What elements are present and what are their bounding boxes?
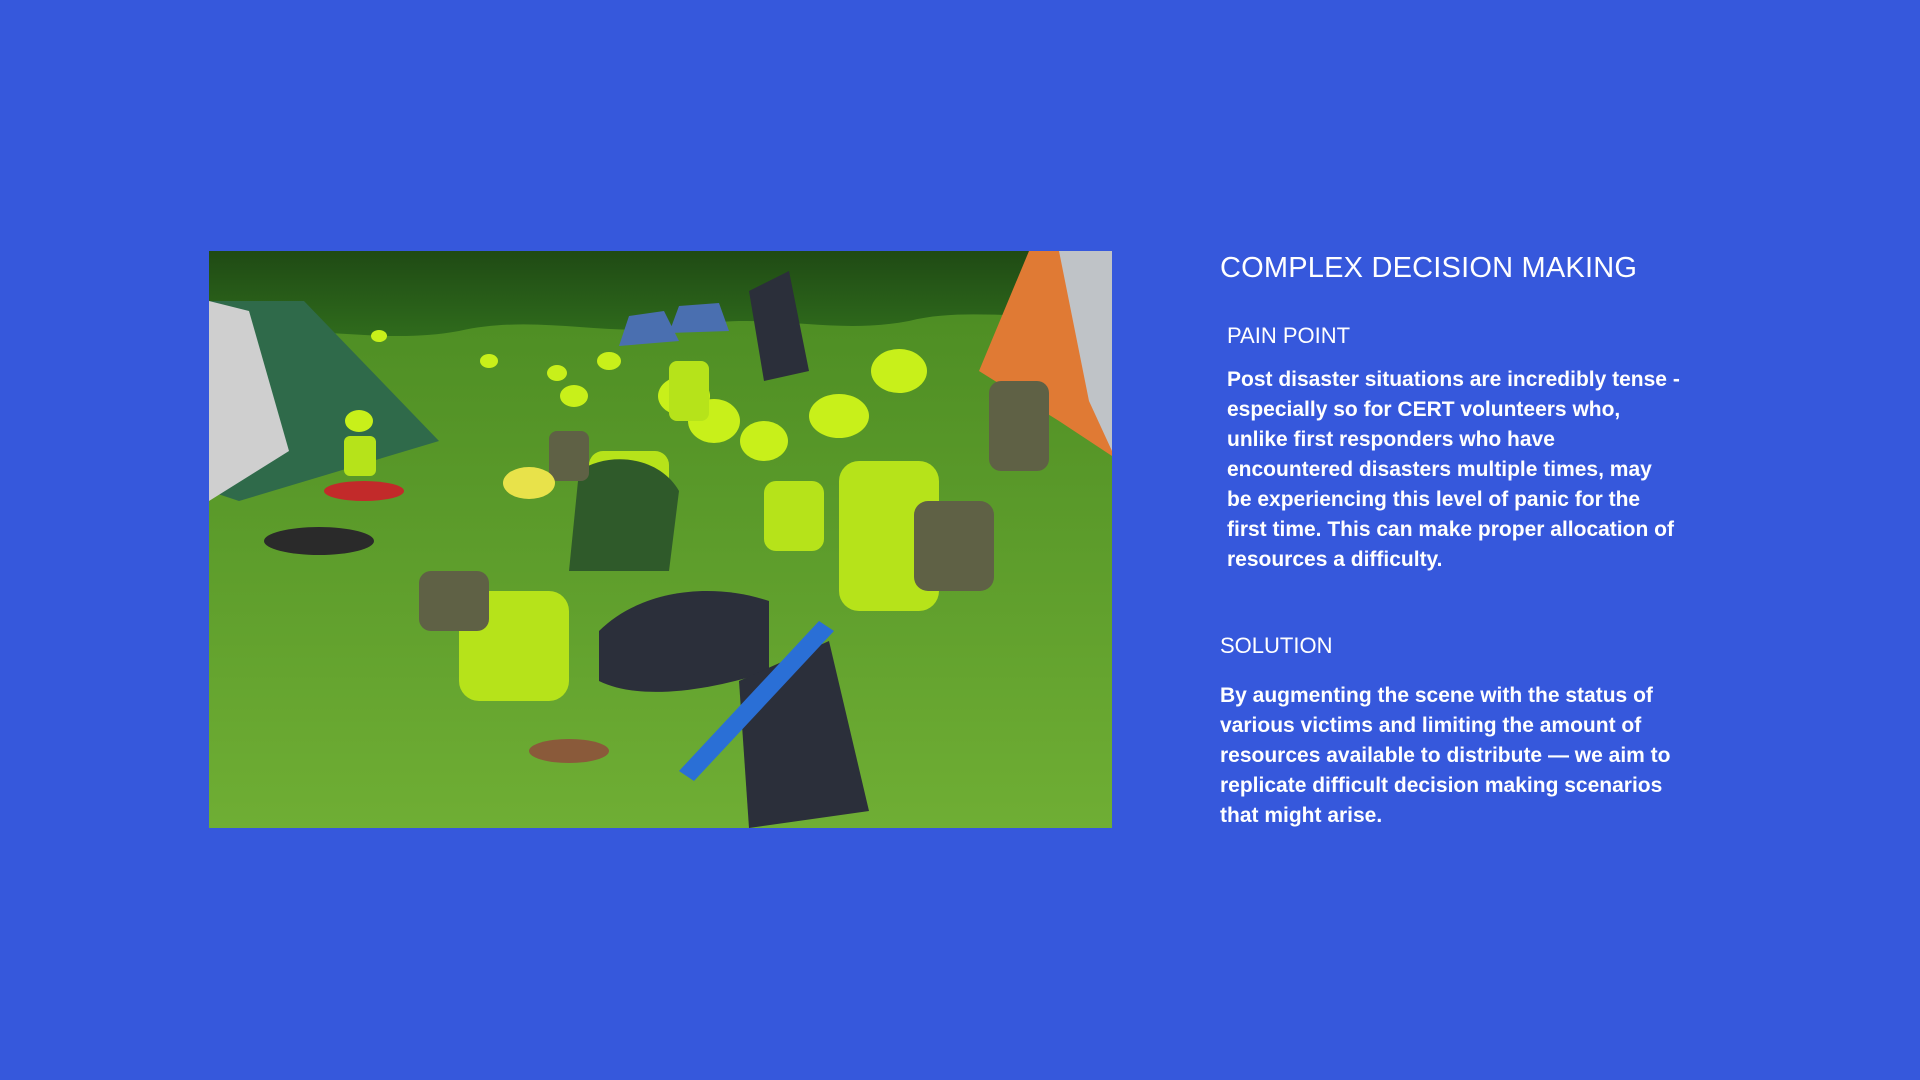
- section-heading: COMPLEX DECISION MAKING: [1220, 252, 1638, 284]
- solution-text: By augmenting the scene with the status of various victims and limiting the amount of resources available to distribute — we aim to replicate difficult decision making scenarios that might arise.: [1220, 684, 1671, 827]
- training-photo: [209, 251, 1112, 828]
- pain-point-label: PAIN POINT: [1227, 323, 1351, 348]
- training-photo-illustration: [209, 251, 1112, 828]
- solution-label: SOLUTION: [1220, 633, 1333, 658]
- pain-point-text: Post disaster situations are incredibly tense - especially so for CERT volunteers who, unlike first responders who have encountered disasters multiple times, may be experiencing this level of panic for the first time. This can make proper allocation of resources a difficulty.: [1227, 368, 1680, 571]
